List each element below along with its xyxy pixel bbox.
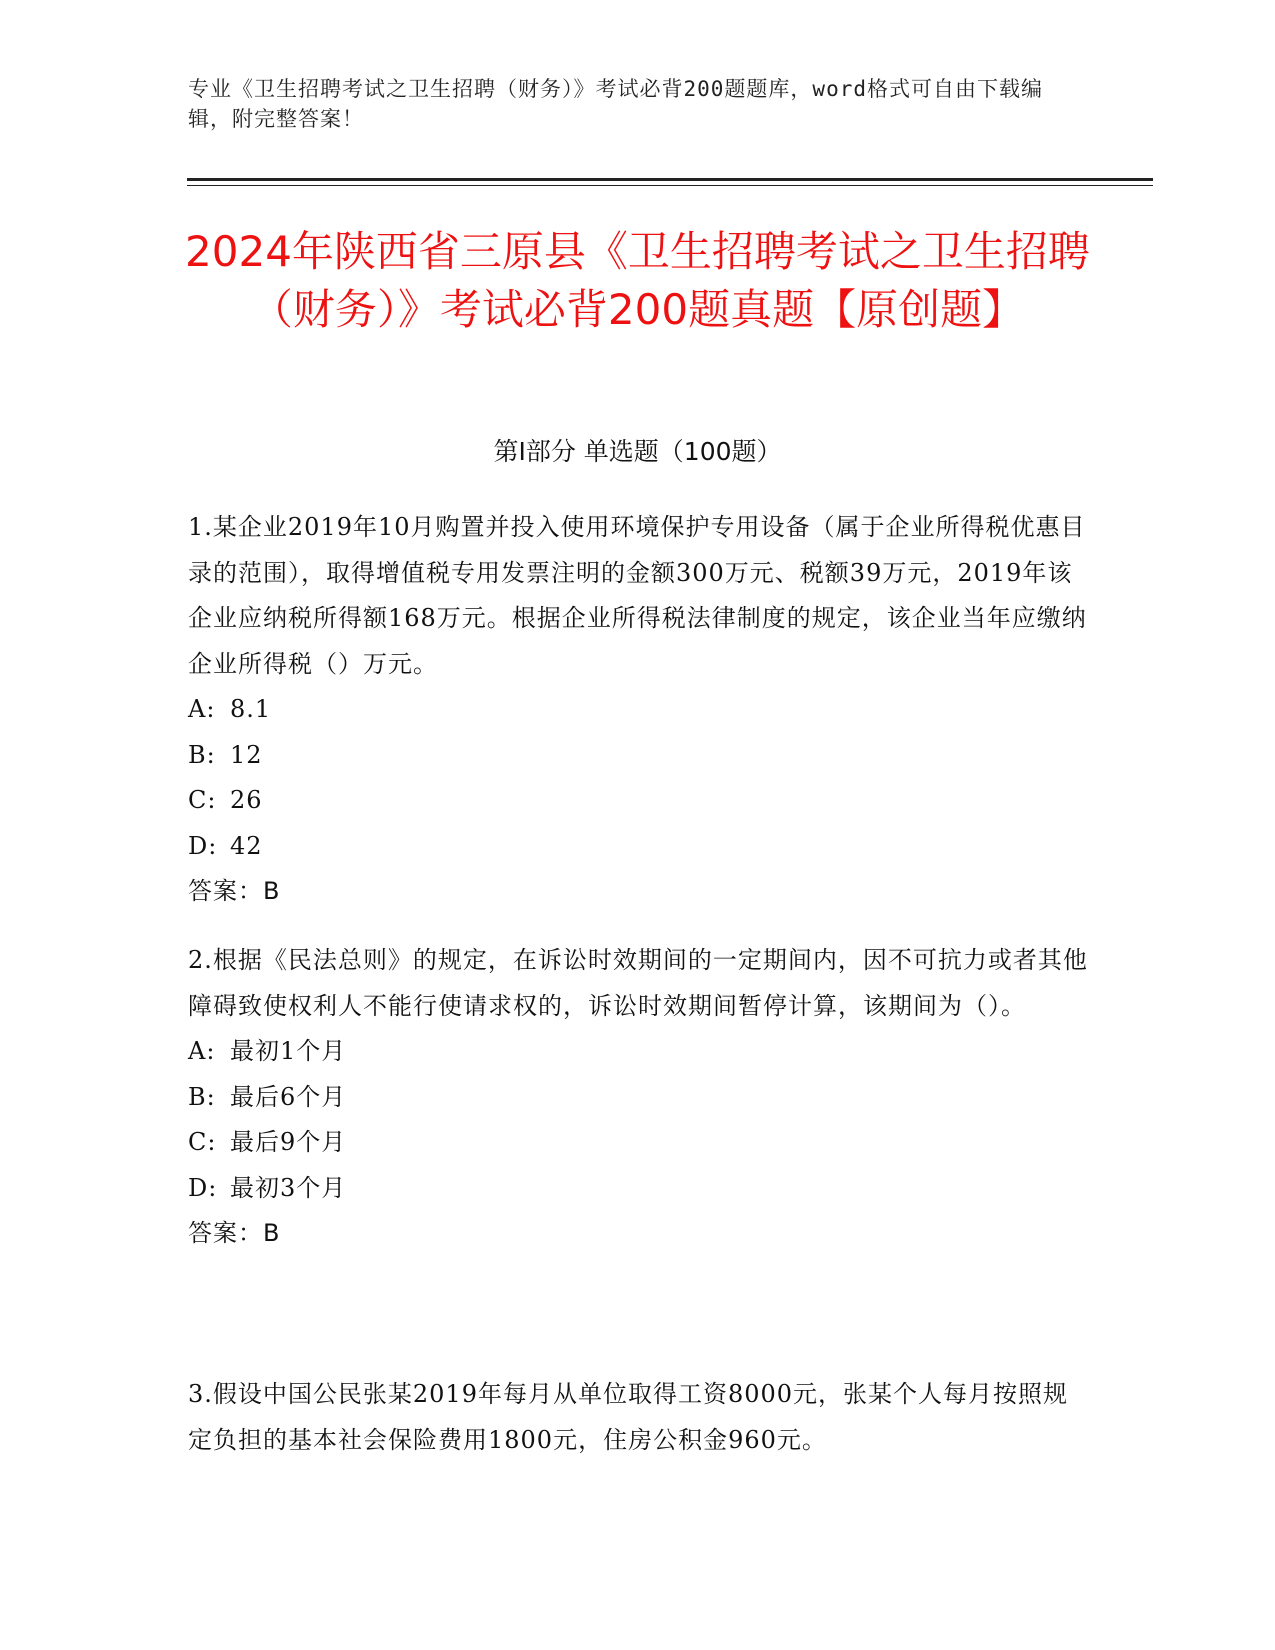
question-2-option-a — [188, 1029, 1088, 1075]
question-1-option-d — [188, 824, 1088, 870]
question-1-option-b — [188, 733, 1088, 779]
option-value: 最后6个月 — [230, 1082, 347, 1111]
question-2-answer: 答案：B — [188, 1219, 281, 1247]
question-2-option-c — [188, 1120, 1088, 1166]
question-3-text: 3.假设中国公民张某2019年每月从单位取得工资8000元，张某个人每月按照规定负担的基本社会保险费用1800元，住房公积金960元。 — [188, 1380, 1069, 1454]
header-note: 专业《卫生招聘考试之卫生招聘（财务）》考试必背200题题库，word格式可自由下载编辑，附完整答案！ — [188, 77, 1043, 131]
option-value: 42 — [230, 831, 263, 860]
header-divider-thick — [187, 178, 1153, 181]
option-value: 最初1个月 — [230, 1037, 347, 1065]
document-title: 2024年陕西省三原县《卫生招聘考试之卫生招聘（财务）》考试必背200题真题【原创题】 — [185, 227, 1090, 334]
option-key: C: — [188, 786, 217, 814]
question-2-option-d — [188, 1166, 1088, 1212]
option-value: 最后9个月 — [230, 1128, 347, 1156]
option-key: B: — [188, 1082, 216, 1111]
question-2-text: 2.根据《民法总则》的规定，在诉讼时效期间的一定期间内，因不可抗力或者其他障碍致使权利人不能行使请求权的，诉讼时效期间暂停计算，该期间为（）。 — [188, 946, 1088, 1020]
question-3 — [188, 1372, 1088, 1463]
question-1-answer: 答案：B — [188, 877, 281, 905]
option-value: 12 — [230, 740, 263, 769]
question-1 — [188, 505, 1088, 915]
option-key: B: — [188, 740, 216, 769]
question-1-option-c — [188, 778, 1088, 824]
option-key: A: — [188, 1037, 216, 1065]
header-divider-thin — [187, 185, 1153, 186]
option-key: D: — [188, 831, 218, 860]
option-key: C: — [188, 1128, 217, 1156]
option-value: 最初3个月 — [230, 1173, 347, 1202]
option-value: 26 — [230, 786, 263, 814]
question-2 — [188, 938, 1088, 1257]
question-1-option-a — [188, 687, 1088, 733]
option-key: A: — [188, 695, 216, 723]
question-1-text: 1.某企业2019年10月购置并投入使用环境保护专用设备（属于企业所得税优惠目录的范围），取得增值税专用发票注明的金额300万元、税额39万元，2019年该企业应纳税所得额168万元。根据企业所得税法律制度的规定，该企业当年应缴纳企业所得税（）万元。 — [188, 513, 1087, 678]
option-value: 8.1 — [230, 695, 272, 723]
question-2-option-b — [188, 1075, 1088, 1121]
option-key: D: — [188, 1173, 218, 1202]
section-title: 第I部分 单选题（100题） — [493, 437, 782, 466]
